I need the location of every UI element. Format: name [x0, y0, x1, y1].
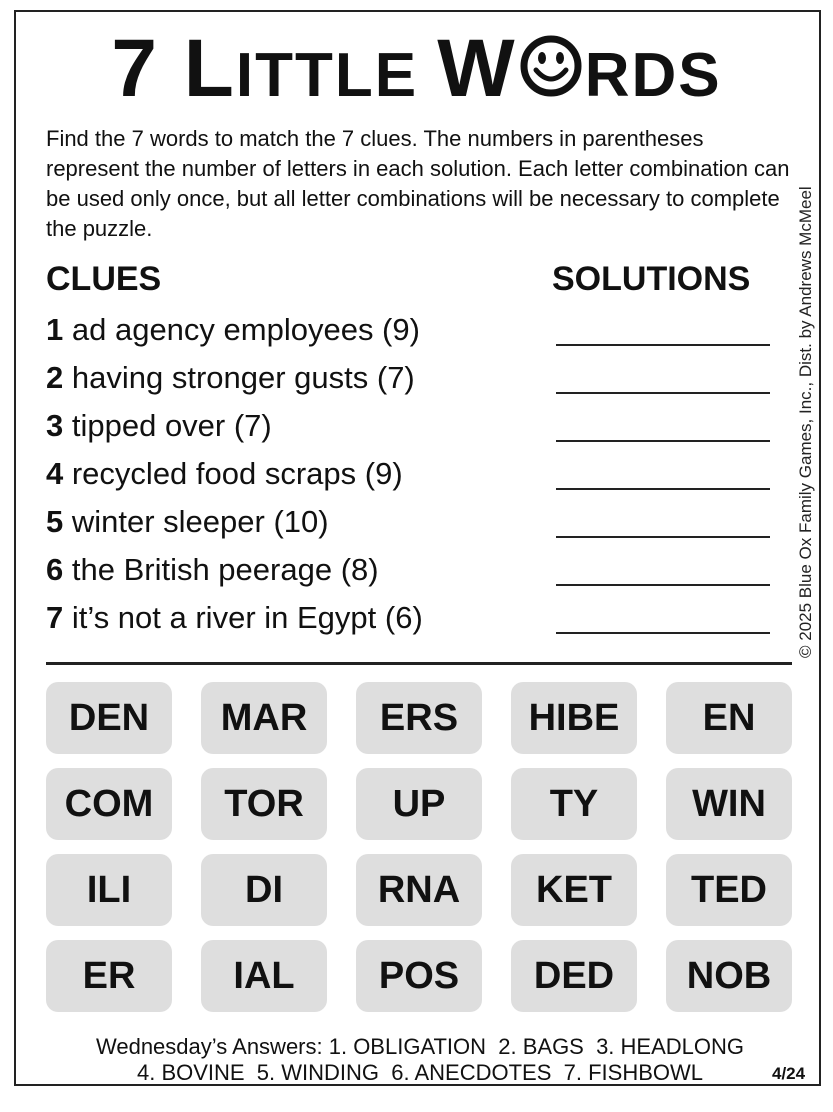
letter-tile[interactable]: UP [356, 768, 482, 840]
letter-tile[interactable]: COM [46, 768, 172, 840]
clue-number: 6 [46, 552, 64, 587]
clue-text: it’s not a river in Egypt (6) [63, 600, 423, 635]
letter-tile[interactable]: DI [201, 854, 327, 926]
letter-tile[interactable]: ER [46, 940, 172, 1012]
clue-text: recycled food scraps (9) [63, 456, 403, 491]
letter-tile[interactable]: ILI [46, 854, 172, 926]
puzzle-date: 4/24 [772, 1064, 806, 1083]
puzzle-title [0, 23, 833, 114]
letter-tile[interactable]: WIN [666, 768, 792, 840]
solutions-heading: SOLUTIONS [552, 260, 751, 298]
letter-tile[interactable]: TOR [201, 768, 327, 840]
letter-tile[interactable]: DED [511, 940, 637, 1012]
clue-2 [46, 360, 415, 396]
solution-line-5[interactable] [556, 536, 770, 538]
letter-tile[interactable]: HIBE [511, 682, 637, 754]
letter-tile[interactable]: EN [666, 682, 792, 754]
solution-line-2[interactable] [556, 392, 770, 394]
clue-text: having stronger gusts (7) [63, 360, 415, 395]
clue-number: 3 [46, 408, 64, 443]
clue-number: 7 [46, 600, 64, 635]
solution-line-4[interactable] [556, 488, 770, 490]
clue-number: 2 [46, 360, 64, 395]
letter-tile[interactable]: POS [356, 940, 482, 1012]
title-part-4: RDS [584, 41, 722, 110]
section-divider [46, 662, 792, 665]
clue-text: ad agency employees (9) [63, 312, 420, 347]
solution-line-7[interactable] [556, 632, 770, 634]
answers-line-1: Wednesday’s Answers: 1. OBLIGATION 2. BAGS 3. HEADLONG [95, 1034, 745, 1059]
instructions-text: Find the 7 words to match the 7 clues. The numbers in parentheses represent the number of letters in each solution. Each letter combination can be used only once, but all letter combinations will be necessary to complete the puzzle. [46, 126, 790, 241]
letter-tile[interactable]: RNA [356, 854, 482, 926]
previous-answers [40, 1034, 800, 1086]
clue-6 [46, 552, 379, 588]
clue-7 [46, 600, 423, 636]
clue-number: 1 [46, 312, 64, 347]
letter-tile[interactable]: TED [666, 854, 792, 926]
clue-number: 4 [46, 456, 64, 491]
title-part-1: 7 L [111, 23, 236, 114]
letter-tile[interactable]: MAR [201, 682, 327, 754]
clue-text: the British peerage (8) [63, 552, 379, 587]
letter-tile[interactable]: TY [511, 768, 637, 840]
clue-number: 5 [46, 504, 64, 539]
letter-tile[interactable]: NOB [666, 940, 792, 1012]
title-part-2: ITTLE [235, 41, 438, 110]
solution-line-1[interactable] [556, 344, 770, 346]
clue-text: winter sleeper (10) [63, 504, 329, 539]
solution-line-6[interactable] [556, 584, 770, 586]
copyright-notice: © 2025 Blue Ox Family Games, Inc., Dist. by Andrews McMeel [796, 186, 815, 658]
letter-tile[interactable]: ERS [356, 682, 482, 754]
clue-text: tipped over (7) [63, 408, 272, 443]
clues-heading: CLUES [46, 260, 162, 298]
letter-tile[interactable]: DEN [46, 682, 172, 754]
letter-tile[interactable]: IAL [201, 940, 327, 1012]
smiley-face-icon [519, 34, 583, 98]
clue-4 [46, 456, 403, 492]
letter-tile[interactable]: KET [511, 854, 637, 926]
clue-1 [46, 312, 420, 348]
title-part-3: W [437, 23, 517, 114]
clue-3 [46, 408, 272, 444]
clue-5 [46, 504, 329, 540]
solution-line-3[interactable] [556, 440, 770, 442]
answers-line-2: 4. BOVINE 5. WINDING 6. ANECDOTES 7. FISHBOWL [136, 1060, 703, 1085]
